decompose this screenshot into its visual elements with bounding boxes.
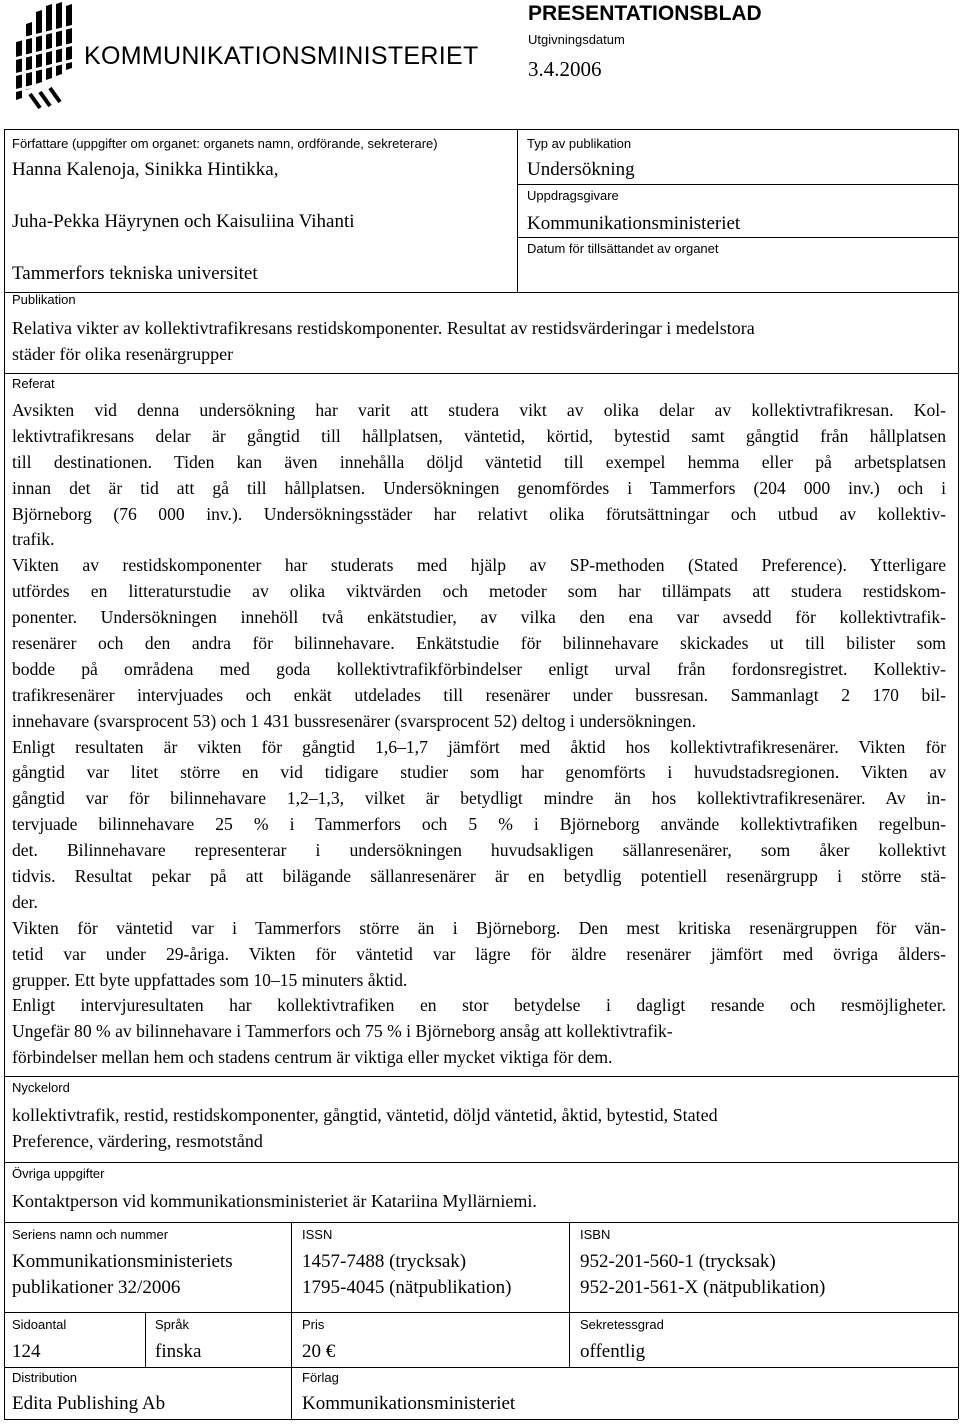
authors-organisation: Tammerfors tekniska universitet [12,263,258,284]
price-label: Pris [302,1317,325,1332]
abstract-line: Enligt intervjuresultaten har kollektivtrafiken en stor betydelse i dagligt resande och resmöjligheter. [12,995,946,1016]
abstract-line: det. Bilinnehavare representerar i undersökningen huvudsakligen sällanresenärer, som åker kollektivt [12,840,946,861]
abstract-line: tetid var under 29-åriga. Vikten för väntetid var lägre för äldre resenärer jämfört med övriga ålders- [12,943,946,964]
publication-type-label: Typ av publikation [527,136,632,151]
ministry-logo [10,2,78,110]
secrecy-value: offentlig [580,1341,646,1362]
other-info-label: Övriga uppgifter [12,1166,105,1181]
issn-print: 1457-7488 (trycksak) [302,1251,467,1272]
abstract-text [12,398,946,1071]
publication-label: Publikation [12,292,76,307]
abstract-line: Enligt resultaten är vikten för gångtid 1,6–1,7 jämfört med åktid hos kollektivtrafikresenärer. Vikten för [12,736,946,757]
appointment-date-label: Datum för tillsättandet av organet [527,241,719,256]
keywords-line: Preference, värdering, resmotstånd [12,1131,263,1151]
abstract-label: Referat [12,376,55,391]
keywords-line: kollektivtrafik, restid, restidskomponenter, gångtid, väntetid, döljd väntetid, åktid, bytestid, Stated [12,1105,718,1125]
issn-online: 1795-4045 (nätpublikation) [302,1277,512,1298]
distribution-value: Edita Publishing Ab [12,1393,166,1414]
publication-title-line: Relativa vikter av kollektivtrafikresans restidskomponenter. Resultat av restidsvärderingar i medelstora [12,318,755,338]
authors-label: Författare (uppgifter om organet: organets namn, ordförande, sekreterare) [12,136,438,151]
abstract-line: trafikresenärer intervjuades och enkät utdelades till resenärer under bussresan. Sammanlagt 2 170 bil- [12,684,946,705]
language-label: Språk [155,1317,189,1332]
abstract-line: der. [12,891,38,912]
abstract-line: Vikten för väntetid var i Tammerfors större än i Björneborg. Den mest kritiska resenärgruppen för vän- [12,917,946,938]
publisher-value: Kommunikationsministeriet [302,1393,516,1414]
abstract-line: gångtid var för bilinnehavare 1,2–1,3, vilket är betydligt mindre än hos kollektivtrafikresenärer. Av in- [12,788,946,809]
abstract-line: förbindelser mellan hem och stadens centrum är viktiga eller mycket viktiga för dem. [12,1047,613,1068]
publication-type-value: Undersökning [527,159,635,180]
abstract-line: till destinationen. Tiden kan även innehålla döljd väntetid till exempel hemma eller på arbetsplatsen [12,451,946,472]
isbn-online: 952-201-561-X (nätpublikation) [580,1277,826,1298]
language-value: finska [155,1341,202,1362]
abstract-line: tervjuade bilinnehavare 25 % i Tammerfors och 5 % i Björneborg använde kollektivtrafiken regelbun- [12,814,946,835]
abstract-line: grupper. Ett byte uppfattades som 10–15 minuters åktid. [12,969,408,990]
distribution-label: Distribution [12,1370,78,1385]
authors-line-1: Hanna Kalenoja, Sinikka Hintikka, [12,159,279,180]
issn-label: ISSN [302,1227,333,1242]
price-value: 20 € [302,1341,336,1362]
series-line-2: publikationer 32/2006 [12,1277,181,1298]
keywords-label: Nyckelord [12,1080,70,1095]
abstract-line: resenärer och den andra för bilinnehavare. Enkätstudie för bilinnehavare skickades ut till bilister som [12,633,946,654]
isbn-label: ISBN [580,1227,611,1242]
abstract-line: ponenter. Undersökningen innehöll två enkätstudier, av vilka den ena var avsedd för kollektivtrafik- [12,607,946,628]
commissioner-value: Kommunikationsministeriet [527,213,741,234]
pages-value: 124 [12,1341,41,1362]
abstract-line: Björneborg (76 000 inv.). Undersökningsstäder har relativt olika förutsättningar och utbud av kollektiv- [12,503,946,524]
abstract-line: lektivtrafikresans delar är gångtid till hållplatsen, väntetid, körtid, bytestid samt gångtid från hållplatsen [12,425,946,446]
abstract-line: trafik. [12,529,55,550]
secrecy-label: Sekretessgrad [580,1317,664,1332]
abstract-line: Vikten av restidskomponenter har studerats med hjälp av SP-methoden (Stated Preference). Ytterligare [12,555,946,576]
date-label: Utgivningsdatum [528,32,625,47]
series-label: Seriens namn och nummer [12,1227,169,1242]
abstract-line: gångtid var litet större en vid tidigare studier som har genomförts i huvudstadsregionen. Vikten av [12,762,946,783]
abstract-line: Ungefär 80 % av bilinnehavare i Tammerfors och 75 % i Björneborg ansåg att kollektivtrafik- [12,1021,673,1042]
pages-label: Sidoantal [12,1317,67,1332]
authors-line-2: Juha-Pekka Häyrynen och Kaisuliina Vihanti [12,211,355,232]
commissioner-label: Uppdragsgivare [527,188,619,203]
abstract-line: bodde på områdena med goda kollektivtrafikförbindelser enligt urval från fordonsregistret. Kollektiv- [12,658,946,679]
series-line-1: Kommunikationsministeriets [12,1251,233,1272]
abstract-line: innan det är tid att gå till hållplatsen. Undersökningen genomfördes i Tammerfors (204 000 inv.) och i [12,477,946,498]
document-type: PRESENTATIONSBLAD [528,2,762,25]
isbn-print: 952-201-560-1 (trycksak) [580,1251,776,1272]
ministry-name: KOMMUNIKATIONSMINISTERIET [84,42,479,70]
other-info-value: Kontaktperson vid kommunikationsministeriet är Katariina Myllärniemi. [12,1191,537,1211]
abstract-line: innehavare (svarsprocent 53) och 1 431 bussresenärer (svarsprocent 52) deltog i undersökningen. [12,710,696,731]
publication-title-line: städer för olika resenärgrupper [12,344,234,364]
abstract-line: tidvis. Resultat pekar på att bilägande sällanresenärer är en betydlig potentiell resenärgrupp i större stä- [12,866,946,887]
publication-date: 3.4.2006 [528,57,602,81]
abstract-line: utfördes en litteraturstudie av olika viktvärden och metoder som har tillämpats att studera restidskom- [12,581,946,602]
abstract-line: Avsikten vid denna undersökning har varit att studera vikt av olika delar av kollektivtrafikresan. Kol- [12,400,946,420]
publisher-label: Förlag [302,1370,339,1385]
